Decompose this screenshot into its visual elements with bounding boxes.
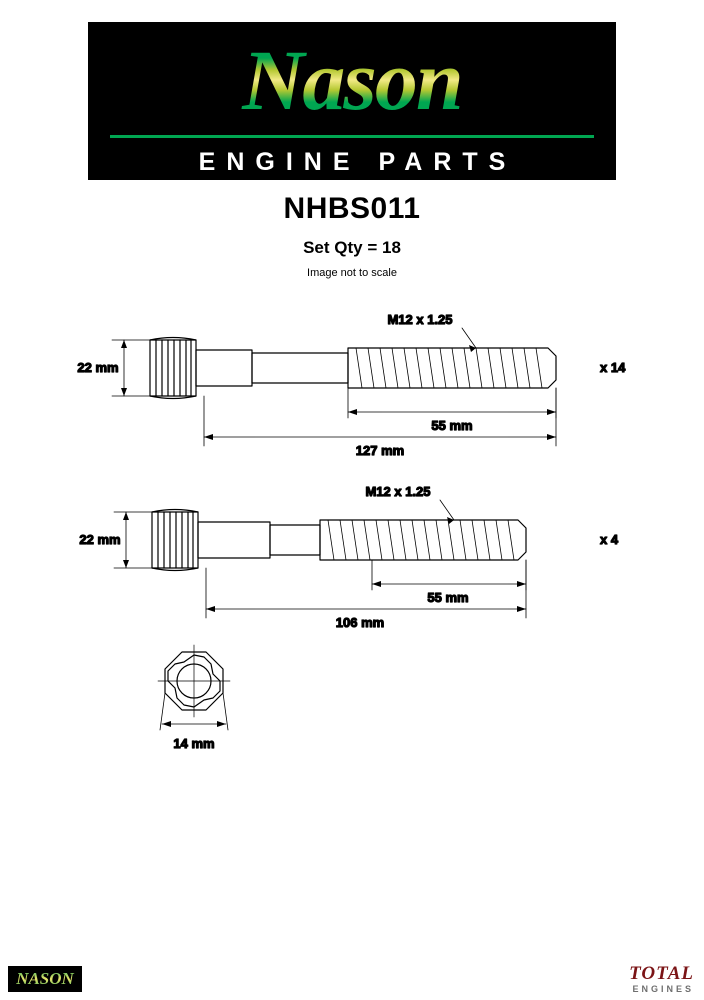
footer-engines-text: ENGINES (632, 984, 694, 994)
technical-drawing (0, 300, 704, 820)
page-title: NHBS011 (283, 192, 421, 225)
bolt-short-thread (320, 520, 526, 560)
head-across-flats-label: 14 mm (173, 736, 215, 751)
head-end-view (158, 645, 230, 730)
bolt-long-head-label: 22 mm (77, 360, 119, 375)
bolt-long-overall-length-label: 127 mm (355, 443, 405, 458)
bolt-short-thread-length-label: 55 mm (427, 590, 469, 605)
bolt-long-thread-length-label: 55 mm (431, 418, 473, 433)
footer-total-text: TOTAL (629, 963, 694, 984)
footer-total-engines-logo (629, 964, 694, 994)
set-quantity-label: Set Qty = 18 (303, 238, 401, 257)
bolt-short-quantity-label: x 4 (600, 532, 619, 547)
logo-divider-rule (110, 135, 594, 138)
bolt-long-shank-a (196, 350, 252, 386)
bolt-long-quantity-label: x 14 (600, 360, 626, 375)
brand-wordmark: Nason (88, 30, 616, 130)
bolt-long-head-body (150, 340, 196, 396)
bolt-long-shank-b (252, 353, 348, 383)
bolt-short-shank-a (198, 522, 270, 558)
bolt-long-thread-label: M12 x 1.25 (387, 312, 453, 327)
bolt-short-shank-b (270, 525, 320, 555)
bolt-long-figure (112, 328, 556, 446)
bolt-short-thread-label: M12 x 1.25 (365, 484, 431, 499)
footer-nason-logo (8, 966, 82, 992)
drawing-svg (0, 300, 704, 820)
footer-nason-text: NASON (8, 966, 82, 992)
bolt-short-head-body (152, 512, 198, 568)
bolt-short-head-label: 22 mm (79, 532, 121, 547)
nason-logo-banner (88, 22, 616, 180)
bolt-short-overall-length-label: 106 mm (335, 615, 385, 630)
scale-note: Image not to scale (307, 267, 397, 279)
brand-tagline: ENGINE PARTS (198, 148, 517, 176)
